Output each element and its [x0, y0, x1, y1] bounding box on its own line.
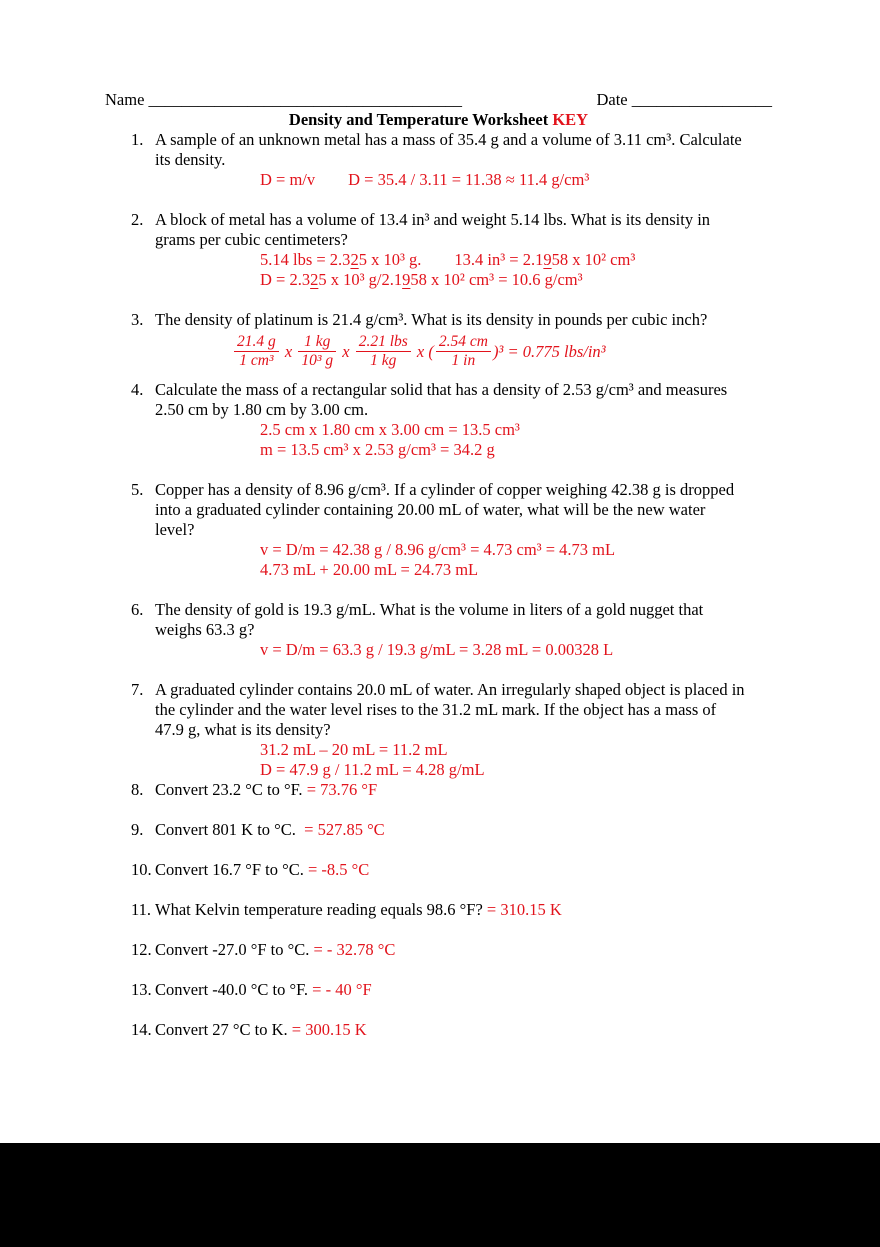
question-text-line	[155, 820, 772, 840]
answer-line	[260, 250, 772, 270]
name-date-row	[105, 90, 772, 110]
inline-answer: = - 32.78 °C	[313, 940, 396, 959]
inline-answer: = 310.15 K	[486, 900, 562, 919]
question-text-line	[155, 130, 772, 150]
text-segment: m = 13.5 cm³ x 2.53 g/cm³ = 34.2 g	[260, 440, 495, 459]
underlined-digit: 9	[543, 250, 552, 269]
text-segment: The density of gold is 19.3 g/mL. What is the volume in liters of a gold nugget that	[155, 600, 704, 619]
answer-line	[260, 440, 772, 460]
question-text-line	[155, 500, 772, 520]
questions-list	[105, 130, 772, 1040]
question-number: 13.	[131, 980, 152, 999]
text-segment: Convert 801 K to °C.	[155, 820, 305, 839]
question-body	[155, 940, 772, 960]
underlined-digit: 2	[310, 270, 319, 289]
inline-answer: = - 40 °F	[312, 980, 372, 999]
question-number: 9.	[131, 820, 144, 839]
date-blank-line: _________________	[631, 90, 772, 109]
fraction	[298, 333, 336, 370]
text-segment: Convert 27 °C to K.	[155, 1020, 292, 1039]
question-text-line	[155, 150, 772, 170]
question-number: 10.	[131, 860, 152, 879]
text-segment: its density.	[155, 150, 226, 169]
question-item	[105, 380, 772, 460]
text-segment: A block of metal has a volume of 13.4 in³ and weight 5.14 lbs. What is its density in	[155, 210, 711, 229]
name-label: Name	[105, 90, 149, 109]
math-text: x	[338, 341, 354, 361]
answer-line	[260, 560, 772, 580]
text-segment: v = D/m = 63.3 g / 19.3 g/mL = 3.28 mL = 0.00328 L	[260, 640, 614, 659]
question-number: 8.	[131, 780, 144, 799]
question-number: 11.	[131, 900, 152, 919]
text-segment: level?	[155, 520, 195, 539]
answer-line	[260, 540, 772, 560]
date-label: Date	[596, 90, 632, 109]
text-segment: Convert -27.0 °F to °C.	[155, 940, 314, 959]
fraction-numerator: 21.4 g	[234, 333, 279, 352]
math-answer	[232, 333, 772, 370]
text-segment: Convert 16.7 °F to °C.	[155, 860, 308, 879]
question-number: 7.	[131, 680, 144, 699]
question-text-line	[155, 600, 772, 620]
text-segment: 5 x 10³ g/2.1	[318, 270, 403, 289]
question-text-line	[155, 400, 772, 420]
question-item	[105, 600, 772, 660]
question-text-line	[155, 310, 772, 330]
question-number: 1.	[131, 130, 144, 149]
text-segment: A graduated cylinder contains 20.0 mL of water. An irregularly shaped object is placed in	[155, 680, 745, 699]
question-body	[155, 1020, 772, 1040]
bottom-black-bar	[0, 1143, 880, 1247]
question-body	[155, 210, 772, 290]
question-text-line	[155, 1020, 772, 1040]
fraction	[436, 333, 491, 370]
text-segment: D = m/v D = 35.4 / 3.11 = 11.38 ≈ 11.4 g/cm³	[260, 170, 590, 189]
text-segment: 4.73 mL + 20.00 mL = 24.73 mL	[260, 560, 479, 579]
question-body	[155, 680, 772, 780]
question-item	[105, 310, 772, 372]
question-text-line	[155, 480, 772, 500]
text-segment: Convert 23.2 °C to °F.	[155, 780, 307, 799]
question-item	[105, 480, 772, 580]
question-item	[105, 860, 772, 880]
text-segment: 5 x 10³ g. 13.4 in³ = 2.1	[358, 250, 544, 269]
question-body	[155, 780, 772, 800]
question-item	[105, 980, 772, 1000]
answer-line	[260, 420, 772, 440]
question-item	[105, 210, 772, 290]
text-segment: into a graduated cylinder containing 20.00 mL of water, what will be the new water	[155, 500, 706, 519]
fraction-numerator: 1 kg	[298, 333, 336, 352]
question-text-line	[155, 680, 772, 700]
question-text-line	[155, 230, 772, 250]
inline-answer: = 527.85 °C	[304, 820, 385, 839]
fraction-denominator: 1 kg	[370, 352, 397, 369]
math-text: x (	[412, 341, 434, 361]
question-item	[105, 780, 772, 800]
question-item	[105, 130, 772, 190]
text-segment: D = 47.9 g / 11.2 mL = 4.28 g/mL	[260, 760, 485, 779]
question-text-line	[155, 780, 772, 800]
text-segment: Copper has a density of 8.96 g/cm³. If a cylinder of copper weighing 42.38 g is dropped	[155, 480, 735, 499]
text-segment: 58 x 10² cm³	[551, 250, 636, 269]
title-key: KEY	[552, 110, 589, 129]
question-text-line	[155, 520, 772, 540]
text-segment: the cylinder and the water level rises to the 31.2 mL mark. If the object has a mass of	[155, 700, 717, 719]
question-item	[105, 1020, 772, 1040]
question-body	[155, 900, 772, 920]
question-number: 5.	[131, 480, 144, 499]
question-body	[155, 820, 772, 840]
text-segment: 58 x 10² cm³ = 10.6 g/cm³	[410, 270, 583, 289]
question-body	[155, 600, 772, 660]
fraction-denominator: 1 in	[451, 352, 476, 369]
name-blank-line: ______________________________________	[148, 90, 463, 109]
text-segment: 5.14 lbs = 2.3	[260, 250, 351, 269]
fraction-denominator: 1 cm³	[239, 352, 274, 369]
underlined-digit: 2	[350, 250, 359, 269]
text-segment: Calculate the mass of a rectangular solid that has a density of 2.53 g/cm³ and measures	[155, 380, 728, 399]
question-item	[105, 680, 772, 780]
answer-line	[260, 640, 772, 660]
fraction-numerator: 2.54 cm	[436, 333, 491, 352]
answer-line	[260, 170, 772, 190]
fraction-denominator: 10³ g	[301, 352, 334, 369]
text-segment: A sample of an unknown metal has a mass of 35.4 g and a volume of 3.11 cm³. Calculate	[155, 130, 742, 149]
question-number: 6.	[131, 600, 144, 619]
inline-answer: = 300.15 K	[291, 1020, 367, 1039]
text-segment: grams per cubic centimeters?	[155, 230, 348, 249]
question-body	[155, 310, 772, 372]
answer-line	[260, 760, 772, 780]
fraction	[234, 333, 279, 370]
question-text-line	[155, 210, 772, 230]
text-segment: The density of platinum is 21.4 g/cm³. What is its density in pounds per cubic inch?	[155, 310, 708, 329]
question-text-line	[155, 940, 772, 960]
underlined-digit: 9	[402, 270, 411, 289]
question-number: 12.	[131, 940, 152, 959]
question-body	[155, 980, 772, 1000]
text-segment: weighs 63.3 g?	[155, 620, 255, 639]
text-segment: 2.50 cm by 1.80 cm by 3.00 cm.	[155, 400, 369, 419]
text-segment: 2.5 cm x 1.80 cm x 3.00 cm = 13.5 cm³	[260, 420, 520, 439]
text-segment: v = D/m = 42.38 g / 8.96 g/cm³ = 4.73 cm³ = 4.73 mL	[260, 540, 616, 559]
question-item	[105, 900, 772, 920]
question-text-line	[155, 700, 772, 720]
question-item	[105, 940, 772, 960]
question-text-line	[155, 980, 772, 1000]
worksheet-title	[105, 110, 772, 130]
inline-answer: = 73.76 °F	[306, 780, 378, 799]
math-text: )³ = 0.775 lbs/in³	[492, 341, 606, 361]
question-item	[105, 820, 772, 840]
answer-line	[260, 270, 772, 290]
question-body	[155, 480, 772, 580]
math-text: x	[280, 341, 297, 361]
question-number: 4.	[131, 380, 144, 399]
title-text: Density and Temperature Worksheet	[288, 110, 549, 129]
question-number: 2.	[131, 210, 144, 229]
text-segment: What Kelvin temperature reading equals 98.6 °F?	[155, 900, 487, 919]
question-number: 3.	[131, 310, 144, 329]
question-text-line	[155, 900, 772, 920]
answer-line	[260, 740, 772, 760]
fraction-numerator: 2.21 lbs	[356, 333, 411, 352]
text-segment: 31.2 mL – 20 mL = 11.2 mL	[260, 740, 448, 759]
inline-answer: = -8.5 °C	[308, 860, 370, 879]
fraction	[356, 333, 411, 370]
question-body	[155, 130, 772, 190]
question-text-line	[155, 860, 772, 880]
text-segment: 47.9 g, what is its density?	[155, 720, 331, 739]
question-body	[155, 380, 772, 460]
question-text-line	[155, 720, 772, 740]
question-body	[155, 860, 772, 880]
question-number: 14.	[131, 1020, 152, 1039]
question-text-line	[155, 380, 772, 400]
text-segment: Convert -40.0 °C to °F.	[155, 980, 313, 999]
question-text-line	[155, 620, 772, 640]
text-segment: D = 2.3	[260, 270, 311, 289]
